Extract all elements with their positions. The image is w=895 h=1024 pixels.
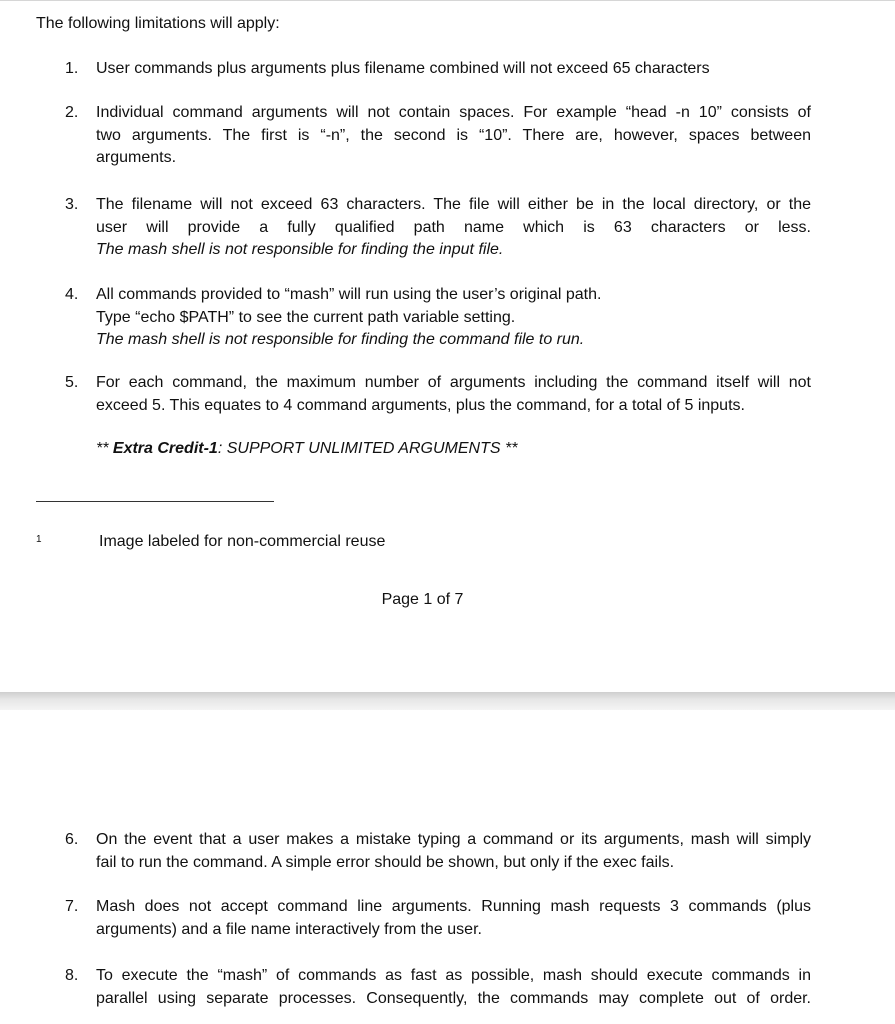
extra-credit-prefix: **	[96, 440, 113, 457]
item-text-line: The filename will not exceed 63 characters. The file will either be in the local directory, or the	[96, 196, 811, 213]
footnote-divider	[36, 501, 274, 502]
page-number: Page 1 of 7	[381, 591, 464, 608]
list-number: 7.	[65, 898, 79, 915]
item-text-line: arguments) and a file name interactively from the user.	[96, 920, 482, 938]
list-number: 1.	[65, 60, 79, 77]
item-text-line: arguments.	[96, 149, 177, 166]
item-text-line: For each command, the maximum number of arguments including the command itself will not	[96, 374, 811, 391]
extra-credit-label: Extra Credit-1	[112, 440, 218, 457]
item-text-line: The mash shell is not responsible for finding the command file to run.	[96, 331, 585, 348]
list-number: 8.	[65, 967, 79, 984]
item-text-line: User commands plus arguments plus filename combined will not exceed 65 characters	[96, 60, 710, 77]
item-text-line: On the event that a user makes a mistake typing a command or its arguments, mash will simply	[96, 831, 811, 848]
item-text-line: two arguments. The first is “-n”, the second is “10”. There are, however, spaces between	[96, 126, 811, 144]
footnote-mark: 1	[36, 534, 42, 545]
item-text-line: fail to run the command. A simple error should be shown, but only if the exec fails.	[96, 853, 675, 871]
intro-heading: The following limitations will apply:	[36, 15, 280, 32]
extra-credit-text: : SUPPORT UNLIMITED ARGUMENTS **	[217, 440, 518, 457]
item-text-line: user will provide a fully qualified path name which is 63 characters or less.	[96, 218, 811, 236]
list-number: 3.	[65, 196, 79, 213]
list-number: 2.	[65, 104, 79, 121]
footnote-text: Image labeled for non-commercial reuse	[99, 533, 386, 550]
list-number: 5.	[65, 374, 79, 391]
item-text-line: Type “echo $PATH” to see the current path variable setting.	[96, 308, 516, 326]
item-text-line: parallel using separate processes. Consequently, the commands may complete out of order.	[96, 989, 811, 1007]
item-text-line: The mash shell is not responsible for finding the input file.	[96, 241, 504, 258]
document-page-2	[0, 710, 895, 1024]
list-number: 6.	[65, 831, 79, 848]
item-text-line: Mash does not accept command line arguments. Running mash requests 3 commands (plus	[96, 898, 811, 915]
page-separator	[0, 692, 895, 710]
list-number: 4.	[65, 286, 79, 303]
item-text-line: All commands provided to “mash” will run using the user’s original path.	[96, 286, 602, 303]
item-text-line: exceed 5. This equates to 4 command arguments, plus the command, for a total of 5 inputs.	[96, 396, 745, 414]
item-text-line: To execute the “mash” of commands as fast as possible, mash should execute commands in	[96, 967, 811, 984]
item-text-line: Individual command arguments will not contain spaces. For example “head -n 10” consists of	[96, 104, 811, 121]
